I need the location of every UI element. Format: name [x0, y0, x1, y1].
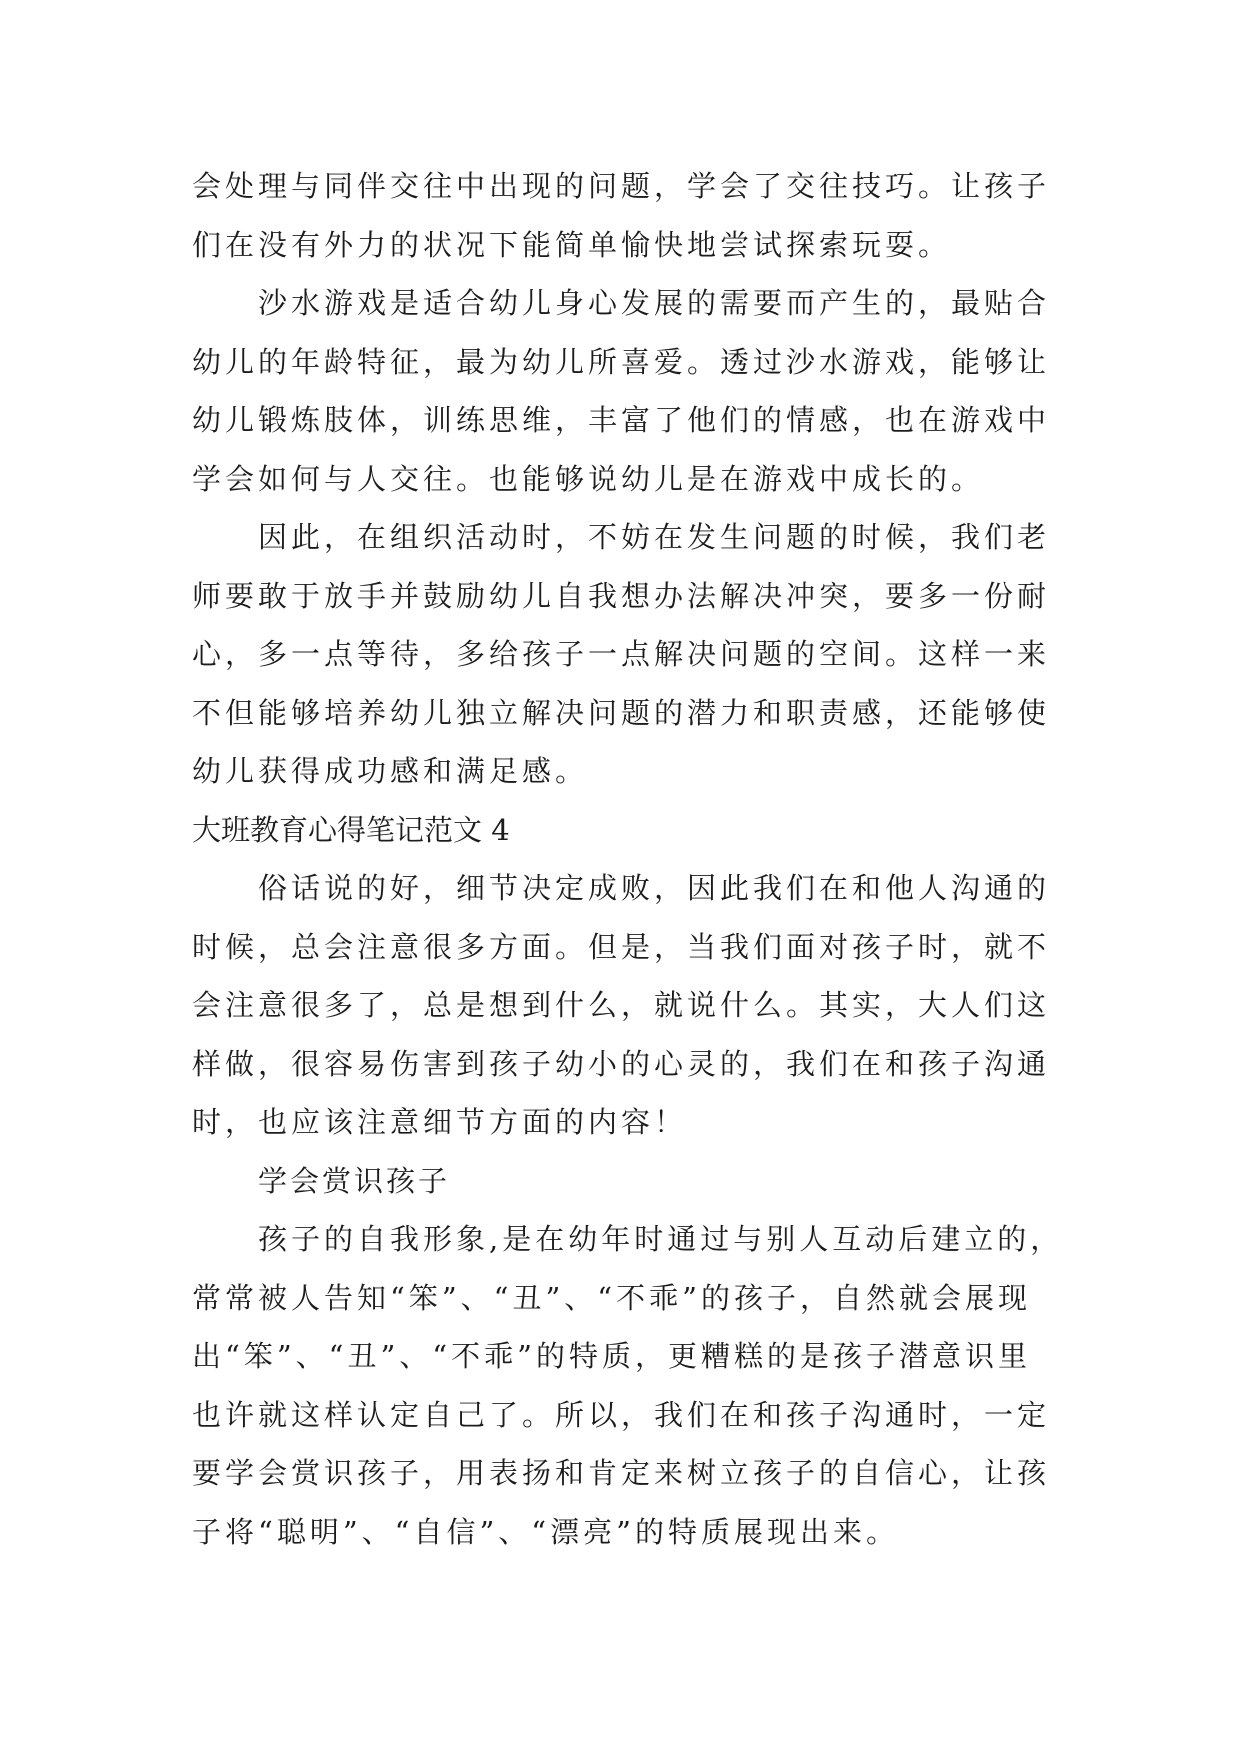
- paragraph-sand-water-games: [192, 274, 1058, 508]
- section-heading: 大班教育心得笔记范文 4: [192, 812, 510, 847]
- text-line: 子将“聪明”、“自信”、“漂亮”的特质展现出来。: [192, 1514, 899, 1549]
- text-line: 俗话说的好，细节决定成败，因此我们在和他人沟通的: [258, 871, 1051, 905]
- text-line: 不但能够培养幼儿独立解决问题的潜力和职责感，还能够使: [192, 695, 1051, 730]
- text-line: 幼儿获得成功感和满足感。: [192, 754, 589, 788]
- text-line: 幼儿锻炼肢体，训练思维，丰富了他们的情感，也在游戏中: [192, 403, 1051, 437]
- paragraph-self-image: [192, 1210, 1064, 1561]
- text-line: 会注意很多了，总是想到什么，就说什么。其实，大人们这: [192, 988, 1051, 1022]
- text-line: 样做，很容易伤害到孩子幼小的心灵的，我们在和孩子沟通: [192, 1046, 1051, 1081]
- paragraph-details-matter: [192, 859, 1058, 1152]
- text-line: 沙水游戏是适合幼儿身心发展的需要而产生的，最贴合: [258, 286, 1051, 320]
- text-line: 出“笨”、“丑”、“不乖”的特质，更糟糕的是孩子潜意识里: [192, 1339, 1031, 1373]
- text-line: 时候，总会注意很多方面。但是，当我们面对孩子时，就不: [192, 929, 1051, 964]
- paragraph-therefore: [192, 508, 1058, 801]
- text-line: 心，多一点等待，多给孩子一点解决问题的空间。这样一来: [192, 637, 1051, 671]
- text-line: 孩子的自我形象,是在幼年时通过与别人互动后建立的，: [258, 1222, 1064, 1256]
- text-line: 师要敢于放手并鼓励幼儿自我想办法解决冲突，要多一份耐: [192, 578, 1051, 613]
- text-line: 也许就这样认定自己了。所以，我们在和孩子沟通时，一定: [192, 1397, 1051, 1432]
- paragraph-continued: [192, 157, 1058, 274]
- text-line: 幼儿的年龄特征，最为幼儿所喜爱。透过沙水游戏，能够让: [192, 344, 1051, 379]
- text-line: 常常被人告知“笨”、“丑”、“不乖”的孩子，自然就会展现: [192, 1280, 1031, 1315]
- text-line: 要学会赏识孩子，用表扬和肯定来树立孩子的自信心，让孩: [192, 1456, 1051, 1490]
- text-line: 因此，在组织活动时，不妨在发生问题的时候，我们老: [258, 520, 1051, 554]
- document-body: [192, 157, 1064, 1561]
- text-line: 们在没有外力的状况下能简单愉快地尝试探索玩耍。: [192, 227, 952, 262]
- text-line: 学会如何与人交往。也能够说幼儿是在游戏中成长的。: [192, 461, 985, 496]
- text-line: 时，也应该注意细节方面的内容！: [192, 1105, 688, 1139]
- subheading: 学会赏识孩子: [258, 1163, 451, 1198]
- text-line: 会处理与同伴交往中出现的问题，学会了交往技巧。让孩子: [192, 169, 1051, 203]
